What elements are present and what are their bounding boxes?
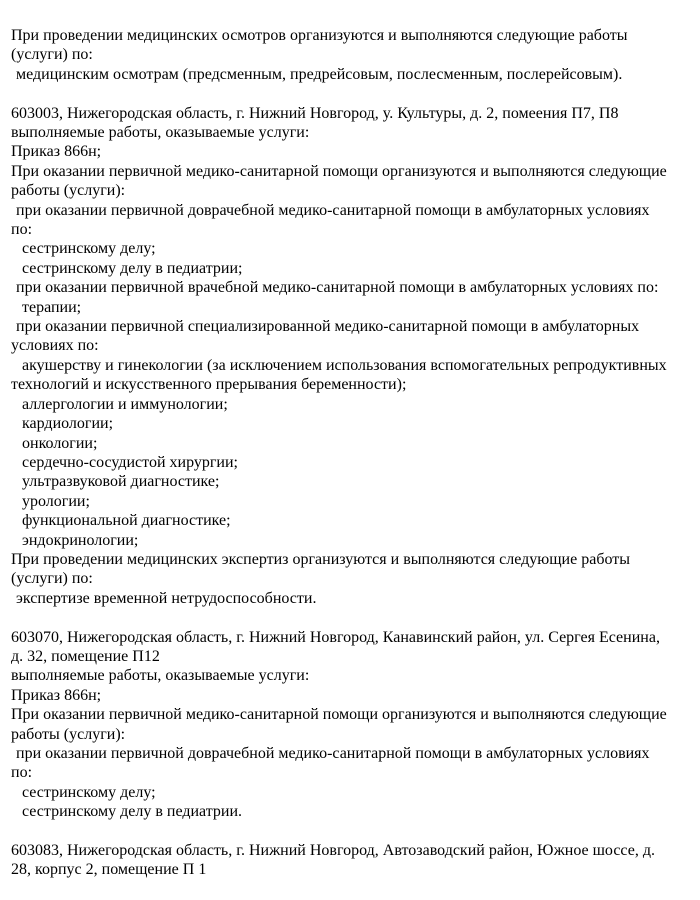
text-line: (услуги) по: [11, 46, 93, 64]
text-line: по: [11, 764, 33, 782]
text-line: медицинским осмотрам (предсменным, предрейсовым, послесменным, послерейсовым). [16, 65, 623, 83]
text-line: терапии; [22, 298, 82, 316]
text-line: сестринскому делу в педиатрии. [22, 803, 243, 821]
text-line: выполняемые работы, оказываемые услуги: [11, 667, 310, 685]
text-line: выполняемые работы, оказываемые услуги: [11, 124, 310, 142]
text-line: ультразвуковой диагностике; [22, 473, 220, 491]
blank-line [11, 608, 692, 627]
text-line: д. 32, помещение П12 [11, 647, 160, 665]
blank-line [11, 84, 692, 103]
text-line: работы (услуги): [11, 725, 126, 743]
text-line: Приказ 866н; [11, 686, 102, 704]
text-line: при оказании первичной доврачебной медико-санитарной помощи в амбулаторных условиях [16, 745, 650, 762]
text-line: при оказании первичной врачебной медико-санитарной помощи в амбулаторных условиях по: [16, 279, 659, 297]
text-line: технологий и искусственного прерывания беременности); [11, 376, 407, 394]
text-line: онкологии; [22, 434, 98, 452]
text-line: работы (услуги): [11, 182, 126, 200]
text-line: (услуги) по: [11, 570, 93, 588]
text-line: 28, корпус 2, помещение П 1 [11, 861, 207, 879]
text-line: аллергологии и иммунологии; [22, 395, 228, 413]
text-line: 603083, Нижегородская область, г. Нижний Новгород, Автозаводский район, Южное шоссе, д. [11, 842, 655, 860]
text-line: кардиологии; [22, 415, 114, 433]
text-line: по: [11, 221, 33, 239]
text-line: урологии; [22, 492, 90, 510]
text-line: акушерству и гинекологии (за исключением использования вспомогательных репродуктивных [22, 356, 667, 374]
text-line: экспертизе временной нетрудоспособности. [16, 589, 317, 607]
text-line: При оказании первичной медико-санитарной помощи организуются и выполняются следующие [11, 162, 667, 180]
text-line: При проведении медицинских осмотров организуются и выполняются следующие работы [11, 27, 628, 44]
text-line: При оказании первичной медико-санитарной помощи организуются и выполняются следующие [11, 706, 667, 724]
text-line: 603003, Нижегородская область, г. Нижний Новгород, у. Культуры, д. 2, помеения П7, П8 [11, 104, 619, 122]
text-line: При проведении медицинских экспертиз организуются и выполняются следующие работы [11, 550, 630, 568]
text-line: Приказ 866н; [11, 143, 102, 161]
text-line: условиях по: [11, 337, 99, 355]
blank-line [11, 822, 692, 841]
text-line: сердечно-сосудистой хирургии; [22, 453, 238, 471]
text-line: сестринскому делу; [22, 783, 156, 801]
text-line: сестринскому делу в педиатрии; [22, 259, 243, 277]
text-line: сестринскому делу; [22, 240, 156, 258]
text-line: 603070, Нижегородская область, г. Нижний Новгород, Канавинский район, ул. Сергея Есенина, [11, 628, 660, 646]
text-line: эндокринологии; [22, 531, 139, 549]
text-line: при оказании первичной специализированной медико-санитарной помощи в амбулаторных [16, 318, 640, 336]
text-line: при оказании первичной доврачебной медико-санитарной помощи в амбулаторных условиях [16, 201, 650, 219]
text-line: функциональной диагностике; [22, 512, 231, 530]
